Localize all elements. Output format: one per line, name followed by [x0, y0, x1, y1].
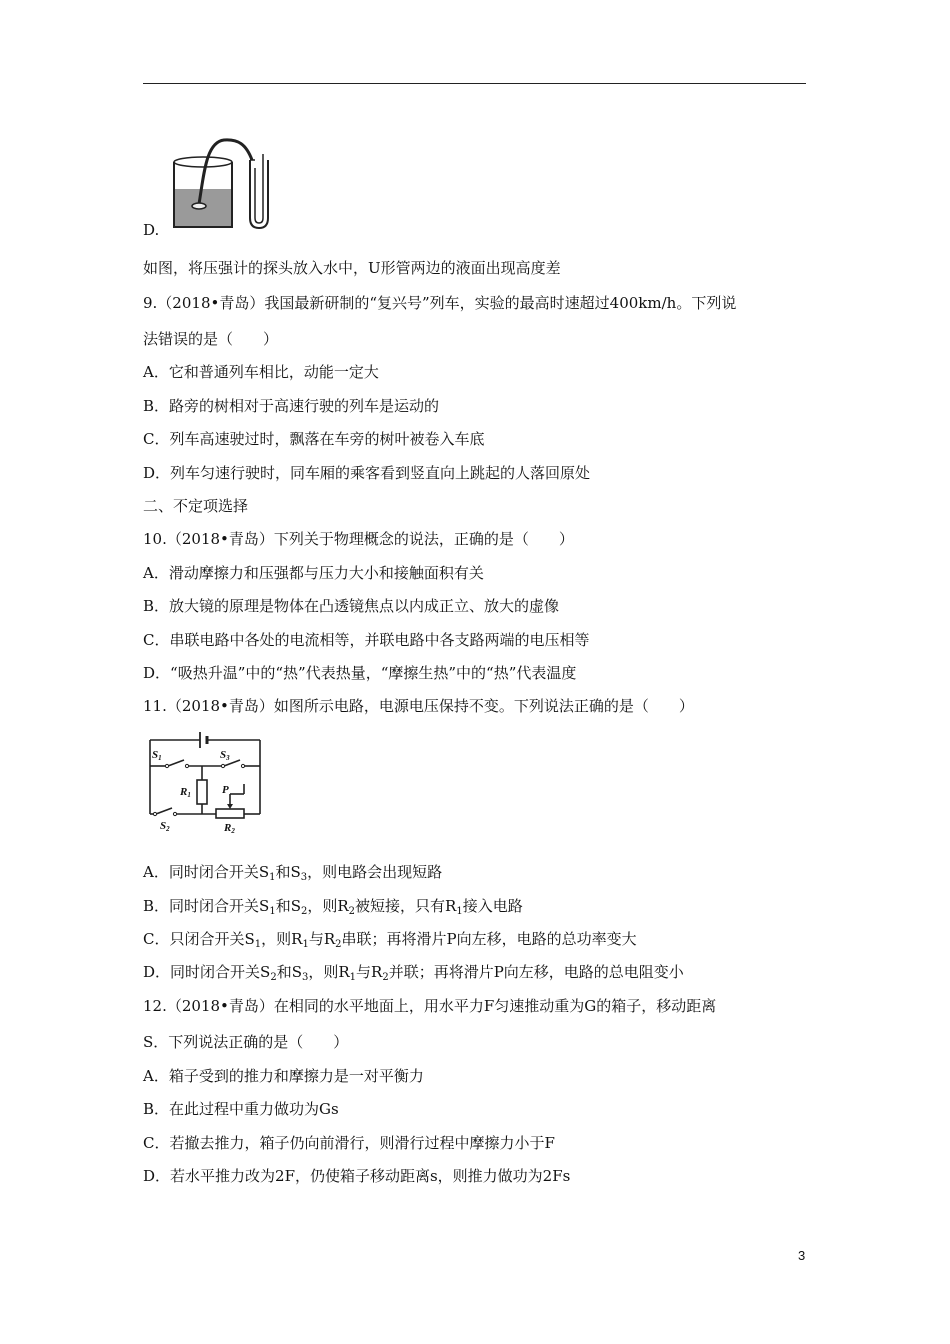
q10-option-d: D．“吸热升温”中的“热”代表热量，“摩擦生热”中的“热”代表温度: [143, 664, 577, 682]
svg-text:R2: R2: [224, 822, 235, 834]
q11-option-d: D．同时闭合开关$S_2$和$S_3$，则$R_1$与$R_2$并联；再将滑片P向左移，电路的总电阻变小: [143, 963, 684, 983]
label-r2: R: [224, 822, 232, 834]
page-number: 3: [798, 1248, 806, 1263]
q9-option-a: A．它和普通列车相比，动能一定大: [143, 363, 379, 381]
q11-option-b: B．同时闭合开关$S_1$和$S_2$，则$R_2$被短接，只有$R_1$接入电路: [143, 897, 523, 917]
svg-text:S1: S1: [152, 749, 162, 762]
q8-option-d-text: 如图，将压强计的探头放入水中，U形管两边的液面出现高度差: [143, 259, 561, 277]
q12-stem-line1: 12.（2018•青岛）在相同的水平地面上，用水平力F匀速推动重为G的箱子，移动距离: [143, 997, 717, 1015]
switch-s2: [156, 808, 172, 814]
label-p: P: [222, 784, 229, 796]
q10-stem: 10.（2018•青岛）下列关于物理概念的说法，正确的是（ ）: [143, 530, 574, 548]
q10-option-b: B．放大镜的原理是物体在凸透镜焦点以内成正立、放大的虚像: [143, 597, 560, 615]
rheostat-r2: [216, 809, 244, 818]
q12-option-d: D．若水平推力改为2F，仍使箱子移动距离s，则推力做功为2Fs: [143, 1167, 571, 1185]
circuit-diagram: [144, 728, 266, 834]
svg-text:S2: S2: [160, 820, 170, 833]
q11-option-a: A．同时闭合开关$S_1$和$S_3$，则电路会出现短路: [143, 863, 443, 883]
svg-text:R1: R1: [180, 786, 191, 799]
q9-option-d: D．列车匀速行驶时，同车厢的乘客看到竖直向上跳起的人落回原处: [143, 464, 591, 482]
probe: [192, 203, 206, 209]
q9-option-b: B．路旁的树相对于高速行驶的列车是运动的: [143, 397, 440, 415]
q10-option-a: A．滑动摩擦力和压强都与压力大小和接触面积有关: [143, 564, 484, 582]
q8-option-d-label: D.: [143, 221, 160, 239]
manometer-figure: [166, 134, 274, 234]
resistor-r1: [197, 780, 207, 804]
q10-option-c: C．串联电路中各处的电流相等，并联电路中各支路两端的电压相等: [143, 631, 590, 649]
q11-option-c: C．只闭合开关$S_1$，则$R_1$与$R_2$串联；再将滑片P向左移，电路的总功率变大: [143, 930, 637, 950]
label-s1: S: [152, 749, 159, 761]
q12-option-b: B．在此过程中重力做功为Gs: [143, 1100, 339, 1118]
q12-option-c: C．若撤去推力，箱子仍向前滑行，则滑行过程中摩擦力小于F: [143, 1134, 555, 1152]
header-rule: [143, 83, 806, 84]
u-tube: [250, 160, 268, 228]
q12-option-a: A．箱子受到的推力和摩擦力是一对平衡力: [143, 1067, 424, 1085]
svg-text:S3: S3: [220, 749, 230, 762]
q9-option-c: C．列车高速驶过时，飘落在车旁的树叶被卷入车底: [143, 430, 485, 448]
switch-s1: [168, 760, 184, 766]
q11-stem: 11.（2018•青岛）如图所示电路，电源电压保持不变。下列说法正确的是（ ）: [143, 697, 694, 715]
label-s2: S: [160, 820, 167, 832]
q9-stem-line2: 法错误的是（ ）: [143, 330, 279, 348]
q9-stem-line1: 9.（2018•青岛）我国最新研制的“复兴号”列车，实验的最高时速超过400km/h。下列说: [143, 294, 737, 312]
label-s3: S: [220, 749, 227, 761]
label-r1: R: [180, 786, 188, 798]
q12-stem-line2: S．下列说法正确的是（ ）: [143, 1033, 349, 1051]
section-title: 二、不定项选择: [143, 497, 249, 515]
